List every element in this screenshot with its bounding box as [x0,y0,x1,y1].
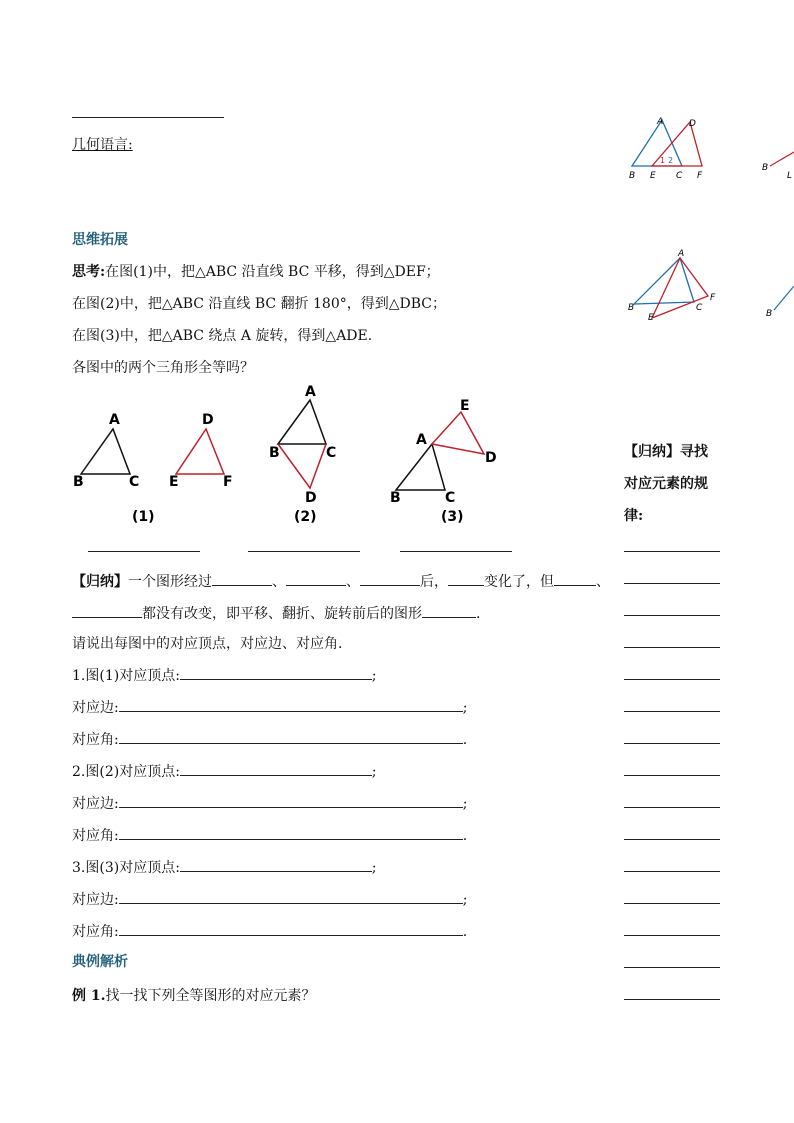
fig2-label-D: D [305,490,317,506]
item3-angle-end: . [462,924,468,940]
fig3-caption: (3) [441,509,464,525]
label-D: D [689,119,696,129]
angle-1: 1 [660,156,666,165]
item1-edges [72,697,467,717]
fig3-label-B: B [390,490,401,506]
angle-2: 2 [668,156,674,165]
sidebar-answer-line[interactable] [624,743,720,744]
summary-blank-2[interactable] [286,571,346,586]
label-F: F [710,293,716,303]
item1-angles [72,729,467,749]
item3-angle-label: 对应角: [72,924,119,940]
fig2-triangle-dbc [278,444,326,488]
label-A: A [678,249,685,259]
item3-vertices-blank[interactable] [180,857,372,872]
sidebar-answer-line[interactable] [624,967,720,968]
think-text-1: 在图(1)中，把△ABC 沿直线 BC 平移，得到△DEF； [105,264,440,280]
label-C: C [696,303,703,313]
fig2-label-B: B [269,445,280,461]
item2-edge-end: ; [462,796,468,812]
sidebar-line-1: 【归纳】寻找 [624,444,708,460]
sidebar-answer-line[interactable] [624,807,720,808]
summary-text-2: 后， [420,574,448,590]
fig3-label-C: C [445,490,456,506]
summary-end: . [476,606,481,622]
example1-line [72,985,316,1005]
right-figure-rotation [620,244,794,324]
label-E: E [648,313,654,323]
fig3-label-A: A [416,432,427,448]
label-B: B [629,171,636,181]
figure-answer-line-2[interactable] [248,551,360,552]
item2-semi: ; [371,764,377,780]
figure-answer-line-1[interactable] [88,551,200,552]
summary-text-3: 变化了，但 [484,574,554,590]
label-B: B [628,303,635,313]
sidebar-answer-line[interactable] [624,711,720,712]
item1-vertices-blank[interactable] [180,665,372,680]
summary-blank-3[interactable] [360,571,420,586]
fig1-triangle-abc [81,429,130,474]
item1-angle-end: . [462,732,468,748]
fig1-triangle-def [176,429,224,474]
think-line-1 [72,261,440,281]
think-question: 各图中的两个三角形全等吗？ [72,360,254,376]
item1-head: 1.图(1)对应顶点: [72,668,180,684]
sidebar-answer-line[interactable] [624,935,720,936]
fig1-label-C: C [129,474,140,490]
item3-edges-blank[interactable] [119,889,463,904]
fig1-label-A: A [109,412,120,428]
fig2-caption: (2) [294,509,317,525]
item1-vertices [72,665,377,685]
summary-line-1 [72,571,610,591]
item2-angle-end: . [462,828,468,844]
sidebar-answer-line[interactable] [624,647,720,648]
figure-group [66,384,516,529]
fig1-label-B: B [73,474,84,490]
item3-head: 3.图(3)对应顶点: [72,860,180,876]
summary-line-2 [72,603,480,623]
fig1-caption: (1) [132,509,155,525]
sidebar-answer-line[interactable] [624,551,720,552]
label-E: E [650,171,656,181]
item2-vertices [72,761,377,781]
fig3-label-D: D [485,450,497,466]
item1-edge-end: ; [462,700,468,716]
summary-blank-1[interactable] [212,571,272,586]
label-A: A [657,117,664,127]
sidebar-line-2: 对应元素的规 [624,476,708,492]
item2-edges [72,793,467,813]
example1-prefix: 例 1. [72,988,106,1004]
item3-angles-blank[interactable] [119,921,463,936]
item3-edge-end: ; [462,892,468,908]
item2-angles [72,825,467,845]
label-F: F [697,171,703,181]
ask-line: 请说出每图中的对应顶点，对应边、对应角. [72,636,343,652]
item1-angles-blank[interactable] [119,729,463,744]
think-line-3: 在图(3)中，把△ABC 绕点 A 旋转，得到△ADE. [72,328,373,344]
item3-edge-label: 对应边: [72,892,119,908]
summary-text-4: 都没有改变，即平移、翻折、旋转前后的图形 [142,606,422,622]
label-B2: B [766,309,773,319]
summary-blank-7[interactable] [422,603,476,618]
item2-edges-blank[interactable] [119,793,463,808]
sidebar-answer-line[interactable] [624,615,720,616]
summary-prefix: 【归纳】 [72,574,128,590]
summary-sep-2: 、 [346,574,360,590]
item3-vertices [72,857,377,877]
sidebar-answer-line[interactable] [624,999,720,1000]
sidebar-answer-line[interactable] [624,839,720,840]
item2-vertices-blank[interactable] [180,761,372,776]
fig1-label-F: F [223,474,233,490]
label-C: C [676,171,683,181]
think-line-2: 在图(2)中，把△ABC 沿直线 BC 翻折 180°，得到△DBC； [72,296,447,312]
fig3-triangle-abc [396,444,445,490]
item2-angles-blank[interactable] [119,825,463,840]
sidebar-line-3: 律: [624,508,644,524]
top-answer-line [72,117,224,118]
fig3-label-E: E [460,398,470,414]
sidebar-answer-line[interactable] [624,903,720,904]
item1-edges-blank[interactable] [119,697,463,712]
summary-text-1: 一个图形经过 [128,574,212,590]
fig2-triangle-abc [278,400,326,444]
geometry-language-label: 几何语言: [72,137,133,153]
summary-sep-3: 、 [596,574,610,590]
section-heading-expand: 思维拓展 [72,232,128,248]
item3-angles [72,921,467,941]
item1-angle-label: 对应角: [72,732,119,748]
fig1-label-E: E [169,474,179,490]
item2-angle-label: 对应角: [72,828,119,844]
item2-edge-label: 对应边: [72,796,119,812]
item2-head: 2.图(2)对应顶点: [72,764,180,780]
sidebar-answer-line[interactable] [624,775,720,776]
sidebar-answer-line[interactable] [624,583,720,584]
figure-answer-line-3[interactable] [400,551,512,552]
label-B2: B [762,163,769,173]
summary-blank-6[interactable] [72,603,142,618]
section-heading-example: 典例解析 [72,954,128,970]
sidebar-answer-line[interactable] [624,871,720,872]
sidebar-answer-line[interactable] [624,679,720,680]
item3-semi: ; [371,860,377,876]
right-figure-translation [620,112,794,186]
summary-sep-1: 、 [272,574,286,590]
fig2-label-A: A [305,384,316,400]
item1-edge-label: 对应边: [72,700,119,716]
summary-blank-4[interactable] [448,571,484,586]
item3-edges [72,889,467,909]
fig1-label-D: D [202,412,214,428]
fig2-label-C: C [326,445,337,461]
example1-text: 找一找下列全等图形的对应元素？ [105,988,316,1004]
fig3-triangle-ade [432,412,484,454]
label-L: L [787,171,793,181]
item1-semi: ; [371,668,377,684]
think-prefix: 思考: [72,264,106,280]
summary-blank-5[interactable] [554,571,596,586]
